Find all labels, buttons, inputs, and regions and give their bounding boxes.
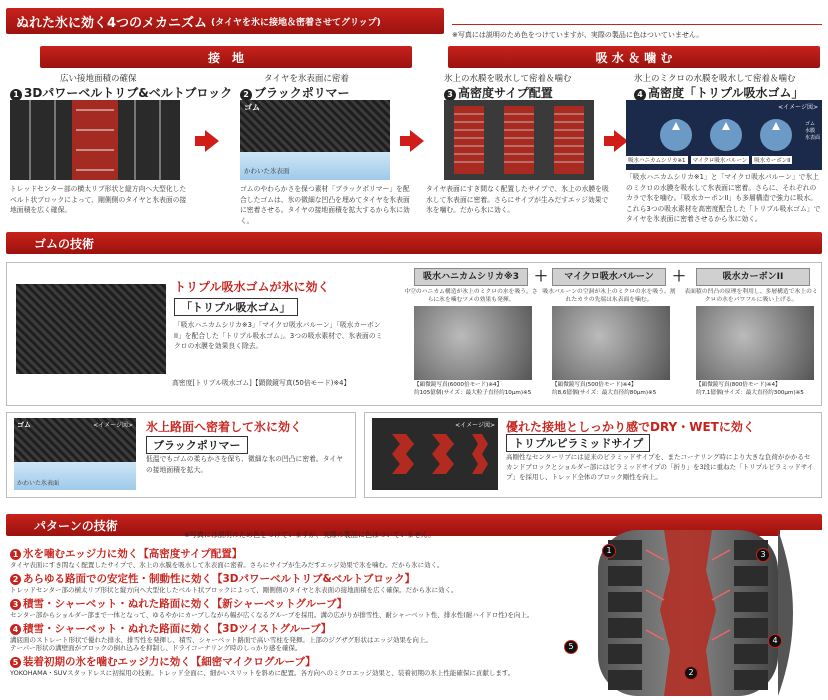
mech3-title-text: 高密度サイプ配置 bbox=[458, 86, 553, 100]
header-title: ぬれた氷に効く4つのメカニズム bbox=[16, 15, 208, 31]
rubber-section-bar: ゴムの技術 bbox=[6, 232, 822, 254]
mechanism-header bbox=[6, 8, 444, 34]
plus-1: ＋ bbox=[534, 269, 548, 285]
material-3-name: 吸水カーボンII bbox=[696, 268, 810, 286]
mech4-label-1: 吸水ハニカムシリカ※1 bbox=[628, 158, 686, 164]
pyramid-img-note: <イメージ図> bbox=[455, 422, 495, 429]
mech1-image bbox=[10, 100, 180, 180]
pattern-desc-1: タイヤ表面にすき間なく配置したサイプで、氷上の水膜を吸水して氷表面に密着。さらにサイプが生みだすエッジ効果で氷を噛む。だから氷に効く。 bbox=[10, 561, 444, 569]
mech3-subtitle: 氷上の水膜を吸水して密着＆噛む bbox=[444, 74, 572, 84]
tire-marker-2: 2 bbox=[684, 666, 698, 680]
section-contact: 接 地 bbox=[40, 46, 412, 68]
pattern-num-5: 5 bbox=[10, 657, 21, 668]
mech4-label-5: 水膜 bbox=[804, 128, 815, 134]
pyramid-desc: 高剛性なセンターリブには従来のピラミッドサイプを、またコーナリング時により大きな負荷がかかるセカンドブロックとショルダー部にはピラミッドサイプの「折り」を3段に重ねた「トリプルピラミッドサイプ」を採用し、トレッド全体のブロック剛性を向上。 bbox=[506, 453, 814, 481]
material-3-photo bbox=[696, 306, 814, 380]
mech1-subtitle: 広い接地面積の確保 bbox=[60, 74, 137, 84]
tire-tread-icon bbox=[584, 530, 822, 696]
pattern-num-3: 3 bbox=[10, 599, 21, 610]
material-3-cap1: 【顕微鏡写真(800倍モード)※4】 bbox=[696, 382, 781, 388]
material-1-desc: 中空のハニカム構造が氷上のミクロの水を吸う。さらに氷を噛むツメの効果も発揮。 bbox=[404, 289, 538, 303]
section-absorb: 吸 水 ＆ 噛 む bbox=[448, 46, 820, 68]
mech2-title-text: ブラックポリマー bbox=[254, 86, 350, 100]
arrow-1-icon bbox=[195, 130, 219, 152]
tire-marker-5: 5 bbox=[564, 640, 578, 654]
mech4-title-text: 高密度「トリプル吸水ゴム」 bbox=[648, 86, 804, 100]
header-note: ※写真には説明のため色をつけていますが、実際の製品に色はついていません。 bbox=[452, 31, 704, 39]
header-subtitle: (タイヤを氷に接地＆密着させてグリップ) bbox=[211, 17, 381, 28]
mech2-img-label: ゴム bbox=[244, 103, 260, 112]
mech4-num: 4 bbox=[634, 89, 646, 101]
mech1-title-text: 3Dパワーベルトリブ&ベルトブロック bbox=[24, 86, 233, 100]
pattern-desc-2: トレッドセンター部の横太リブ形状と縦方向へ大型化したベルト状ブロックによって、剛側側のタイヤと氷表面の接地面積を広く確保。だから氷に効く。 bbox=[10, 586, 458, 594]
material-2-cap1: 【顕微鏡写真(500倍モード)※4】 bbox=[552, 382, 637, 388]
tire-marker-1: 1 bbox=[602, 544, 616, 558]
pattern-title-1: 氷を噛むエッジ力に効く【高密度サイプ配置】 bbox=[23, 548, 243, 560]
black-polymer-image bbox=[14, 418, 136, 490]
triple-rubber-photo bbox=[16, 284, 166, 374]
mech4-image bbox=[626, 100, 822, 170]
pattern-item-1 bbox=[10, 546, 580, 569]
tread-pattern-icon bbox=[10, 100, 180, 180]
mech2-subtitle: タイヤを氷表面に密着 bbox=[264, 74, 349, 84]
material-3-caption bbox=[696, 381, 820, 397]
mech4-label-3: 吸水カーボンII bbox=[754, 158, 791, 164]
pyramid-tag: トリプルピラミッドサイプ bbox=[506, 434, 650, 452]
plus-2: ＋ bbox=[672, 269, 686, 285]
pattern-desc-4: 溝底面のストレート形状で優れた排水、排雪性を発揮し、積雪、シャーベット路面で高い雪柱を発揮。上部のジグザグ形状はエッジ効果を向上。 bbox=[10, 636, 432, 644]
tire-marker-4: 4 bbox=[768, 634, 782, 648]
arrow-2-icon bbox=[400, 130, 424, 152]
mech3-desc: タイヤ表面にすき間なく配置したサイプで、氷上の水膜を吸水して氷表面に密着。さらにサイプが生みだすエッジ効果で氷を噛む。だから氷に効く。 bbox=[426, 185, 609, 214]
black-tag: ブラックポリマー bbox=[146, 436, 248, 454]
sipe-pattern-icon bbox=[444, 100, 594, 180]
mech1-title bbox=[10, 84, 232, 101]
material-2-caption bbox=[552, 381, 676, 397]
black-img-label: ゴム bbox=[17, 421, 31, 429]
pattern-item-2 bbox=[10, 571, 580, 594]
material-2-photo bbox=[552, 306, 670, 380]
material-3-cap2: 約7,1億個(サイズ：最大直径約300μm)※5 bbox=[696, 390, 804, 396]
pattern-desc-3: センター部からショルダー部まで一体となって、ゆるやかにカーブしながら幅が広くなるグルーブを採用。溝の広がりが排雪性、耐シャーベット性、排水性(耐ハイドロ性)を向上。 bbox=[10, 611, 534, 619]
pattern-note: ※写真には説明のため色をつけていますが、実際の製品に色はついていません。 bbox=[184, 531, 436, 539]
mech4-desc: 「吸水ハニカムシリカ※1」と「マイクロ吸水バルーン」で氷上のミクロの水膜を吸水して氷表面に密着。さらに、それぞれのカラで氷を噛む。「吸水カーボンII」も多層構造で強力に吸水。これら3つの吸水素材を高密度配合した「トリプル吸水ゴム」でタイヤを氷表面に密着させるから氷に効く。 bbox=[626, 173, 821, 223]
triple-title: トリプル吸水ゴムが氷に効く bbox=[174, 280, 330, 294]
mech4-title bbox=[634, 84, 804, 101]
pattern-num-1: 1 bbox=[10, 549, 21, 560]
triple-desc: 「吸水ハニカムシリカ※3」「マイクロ吸水バルーン」「吸水カーボンII」を配合した「トリプル吸水ゴム」。3つの吸水素材で、氷表面のミクロの水膜を効果良く除去。 bbox=[174, 321, 383, 350]
pattern-desc-4b: テーパー形状の溝壁面がブロックの倒れ込みを抑制し、ドライコーナリング時のしっかり感を確保。 bbox=[10, 644, 302, 652]
mech4-subtitle: 氷上のミクロの水膜を吸水して密着＆噛む bbox=[634, 74, 796, 84]
mech2-num: 2 bbox=[240, 89, 252, 101]
mech3-num: 3 bbox=[444, 89, 456, 101]
mech3-image bbox=[444, 100, 594, 180]
mech2-desc: ゴムのやわらかさを保つ素材「ブラックポリマー」を配合したゴムは、氷の微細な凹凸を埋めてタイヤを氷表面に密着させる。タイヤの接地面積を拡大するから氷に効く。 bbox=[240, 185, 410, 225]
header-rule bbox=[452, 24, 822, 25]
pattern-item-3 bbox=[10, 596, 580, 619]
material-3-desc: 表面積の凹凸の原理を利用し、多層構造で氷上のミクロの水をパワフルに吸い上げる。 bbox=[684, 289, 818, 303]
tire-image bbox=[568, 530, 822, 696]
triple-caption: 高密度[トリプル吸水ゴム]【顕微鏡写真(50倍モード)※4】 bbox=[172, 379, 351, 387]
pattern-title-5: 装着初期の氷を噛むエッジ力に効く【細密マイクログルーブ】 bbox=[23, 656, 316, 668]
pattern-num-2: 2 bbox=[10, 574, 21, 585]
pattern-desc-5: YOKOHAMA・SUVスタッドレスに初採用の技術。トレッド全面に、細かいスリットを斜めに配置。各方向へのミクロエッジ効果と、装着初期の氷上性能確保に貢献します。 bbox=[10, 669, 515, 677]
black-title: 氷上路面へ密着して氷に効く bbox=[146, 420, 303, 434]
mech1-num: 1 bbox=[10, 89, 22, 101]
pattern-item-5 bbox=[10, 654, 580, 677]
black-img-label2: かわいた氷表面 bbox=[17, 480, 60, 487]
pattern-list bbox=[10, 546, 580, 677]
material-1-cap1: 【顕微鏡写真(6000倍モード)※4】 bbox=[414, 382, 503, 388]
material-1-photo bbox=[414, 306, 532, 380]
pattern-title-2: あらゆる路面での安定性・制動性に効く【3Dパワーベルトリブ&ベルトブロック】 bbox=[23, 573, 416, 585]
material-1-caption bbox=[414, 381, 538, 397]
pattern-title-4: 積雪・シャーベット・ぬれた路面に効く【3Dツイストグルーブ】 bbox=[23, 623, 332, 635]
arrow-3-icon bbox=[604, 130, 628, 152]
triple-tag: 「トリプル吸水ゴム」 bbox=[174, 298, 298, 316]
pattern-section-bar: パターンの技術 bbox=[6, 514, 822, 536]
mech4-label-6: 氷表面 bbox=[804, 135, 820, 141]
material-1-name: 吸水ハニカムシリカ※3 bbox=[414, 268, 528, 286]
mech4-label-4: ゴム bbox=[804, 121, 815, 127]
black-img-note: <イメージ図> bbox=[93, 422, 133, 429]
pattern-num-4: 4 bbox=[10, 624, 21, 635]
pyramid-title: 優れた接地としっかり感でDRY・WETに効く bbox=[506, 420, 755, 434]
mech2-image bbox=[240, 100, 390, 180]
material-2-name: マイクロ吸水バルーン bbox=[552, 268, 666, 286]
material-2-cap2: 約8,6億個(サイズ：最大直径約80μm)※5 bbox=[552, 390, 657, 396]
black-desc: 低温でもゴムの柔らかさを保ち、微細な氷の凹凸に密着。タイヤの接地面積を拡大。 bbox=[146, 455, 343, 474]
mech4-img-note: <イメージ図> bbox=[778, 104, 818, 111]
material-1-cap2: 約105億個(サイズ：最大粒子直径約10μm)※5 bbox=[414, 390, 532, 396]
pyramid-image bbox=[372, 418, 498, 490]
material-2-desc: 吸水バルーンの空洞が氷上のミクロの水を吸う。割れたカラの先端は氷表面を噛む。 bbox=[542, 289, 676, 303]
mech1-desc: トレッドセンター部の横太リブ形状と縦方向へ大型化したベルト状ブロックによって、剛側側のタイヤと氷表面の接地面積を広く確保。 bbox=[10, 185, 187, 214]
mech4-label-2: マイクロ吸水バルーン bbox=[692, 158, 748, 164]
mech2-title bbox=[240, 84, 350, 101]
pattern-item-4 bbox=[10, 621, 580, 652]
mech3-title bbox=[444, 84, 553, 101]
tire-marker-3: 3 bbox=[756, 548, 770, 562]
pattern-title-3: 積雪・シャーベット・ぬれた路面に効く【新シャーベットグルーブ】 bbox=[23, 598, 348, 610]
mech2-img-label2: かわいた氷表面 bbox=[244, 167, 290, 175]
